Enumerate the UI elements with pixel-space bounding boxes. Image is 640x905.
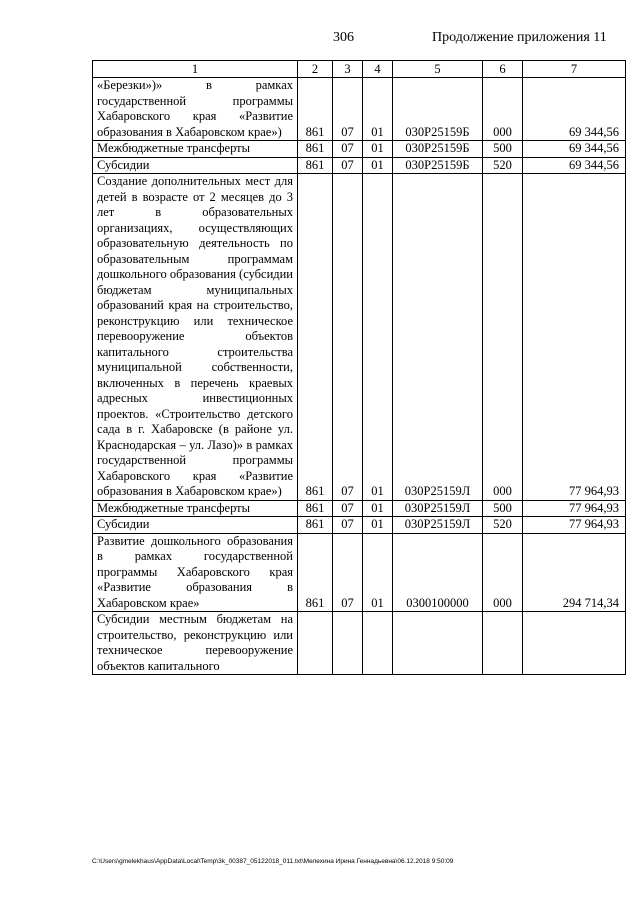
table-row (93, 612, 626, 675)
table-row (93, 500, 626, 517)
cell-expense-type: 000 (483, 78, 523, 141)
cell-subsection: 01 (363, 78, 393, 141)
table-row (93, 157, 626, 174)
row-name: Развитие дошкольного образования в рамках государственной программы Хабаровского края «Развитие образования в Хабаровском крае» (93, 533, 298, 612)
cell-target-code: 0300100000 (393, 533, 483, 612)
cell-subsection: 01 (363, 517, 393, 534)
cell-section: 07 (333, 78, 363, 141)
cell-section: 07 (333, 533, 363, 612)
cell-expense-type: 520 (483, 517, 523, 534)
cell-expense-type: 000 (483, 533, 523, 612)
cell-target-code: 030Р25159Л (393, 500, 483, 517)
cell-subsection: 01 (363, 157, 393, 174)
row-name: Субсидии местным бюджетам на строительство, реконструкцию или техническое перевооружение объектов капитального (93, 612, 298, 675)
cell-section: 07 (333, 517, 363, 534)
cell-section: 07 (333, 157, 363, 174)
cell-expense-type: 500 (483, 141, 523, 158)
row-name: Создание дополнительных мест для детей в возрасте от 2 месяцев до 3 лет в образовательных организациях, осуществляющих образовательную деятельность по образовательным программам дошкольного образования (субсидии бюджетам муниципальных образований края на строительство, реконструкцию или техническое перевооружение объектов капитального строительства муниципальной собственности, включенных в перечень краевых адресных инвестиционных проектов. «Строительство детского сада в г. Хабаровске (в районе ул. Краснодарская – ул. Лазо)» в рамках государственной программы Хабаровского края «Развитие образования в Хабаровском крае») (93, 174, 298, 501)
cell-subsection: 01 (363, 141, 393, 158)
column-header: 3 (333, 61, 363, 78)
cell-ministry: 861 (298, 141, 333, 158)
cell-section (333, 612, 363, 675)
cell-amount (523, 612, 626, 675)
cell-section: 07 (333, 141, 363, 158)
column-header: 7 (523, 61, 626, 78)
cell-expense-type: 000 (483, 174, 523, 501)
table-row (93, 517, 626, 534)
cell-ministry: 861 (298, 174, 333, 501)
file-path-footer: C:\Users\gmelekhaus\AppData\Local\Temp\3k_00387_05122018_011.txt\Мелехина Ирина Геннадьевна\06.12.2018 9:50:09 (92, 858, 454, 865)
row-name: «Березки»)» в рамках государственной программы Хабаровского края «Развитие образования в Хабаровском крае») (93, 78, 298, 141)
cell-subsection: 01 (363, 500, 393, 517)
cell-section: 07 (333, 500, 363, 517)
cell-target-code: 030Р25159Б (393, 78, 483, 141)
page-number: 306 (333, 30, 354, 45)
cell-target-code: 030Р25159Б (393, 141, 483, 158)
cell-expense-type: 500 (483, 500, 523, 517)
cell-expense-type: 520 (483, 157, 523, 174)
cell-ministry: 861 (298, 517, 333, 534)
row-name: Субсидии (93, 517, 298, 534)
table-row (93, 174, 626, 501)
row-name: Межбюджетные трансферты (93, 500, 298, 517)
column-header: 5 (393, 61, 483, 78)
cell-subsection: 01 (363, 174, 393, 501)
cell-amount: 294 714,34 (523, 533, 626, 612)
cell-ministry: 861 (298, 500, 333, 517)
cell-subsection: 01 (363, 533, 393, 612)
cell-amount: 77 964,93 (523, 174, 626, 501)
cell-target-code (393, 612, 483, 675)
cell-amount: 77 964,93 (523, 517, 626, 534)
column-header: 2 (298, 61, 333, 78)
cell-expense-type (483, 612, 523, 675)
cell-ministry: 861 (298, 78, 333, 141)
budget-table (92, 60, 626, 675)
cell-target-code: 030Р25159Б (393, 157, 483, 174)
continuation-label: Продолжение приложения 11 (432, 30, 607, 45)
table-row (93, 78, 626, 141)
cell-target-code: 030Р25159Л (393, 517, 483, 534)
cell-amount: 69 344,56 (523, 141, 626, 158)
cell-subsection (363, 612, 393, 675)
cell-amount: 77 964,93 (523, 500, 626, 517)
cell-ministry: 861 (298, 533, 333, 612)
column-header: 4 (363, 61, 393, 78)
table-row (93, 533, 626, 612)
table-header-row (93, 61, 626, 78)
table-row (93, 141, 626, 158)
cell-ministry (298, 612, 333, 675)
cell-target-code: 030Р25159Л (393, 174, 483, 501)
column-header: 1 (93, 61, 298, 78)
cell-amount: 69 344,56 (523, 157, 626, 174)
cell-section: 07 (333, 174, 363, 501)
column-header: 6 (483, 61, 523, 78)
row-name: Межбюджетные трансферты (93, 141, 298, 158)
cell-amount: 69 344,56 (523, 78, 626, 141)
row-name: Субсидии (93, 157, 298, 174)
cell-ministry: 861 (298, 157, 333, 174)
